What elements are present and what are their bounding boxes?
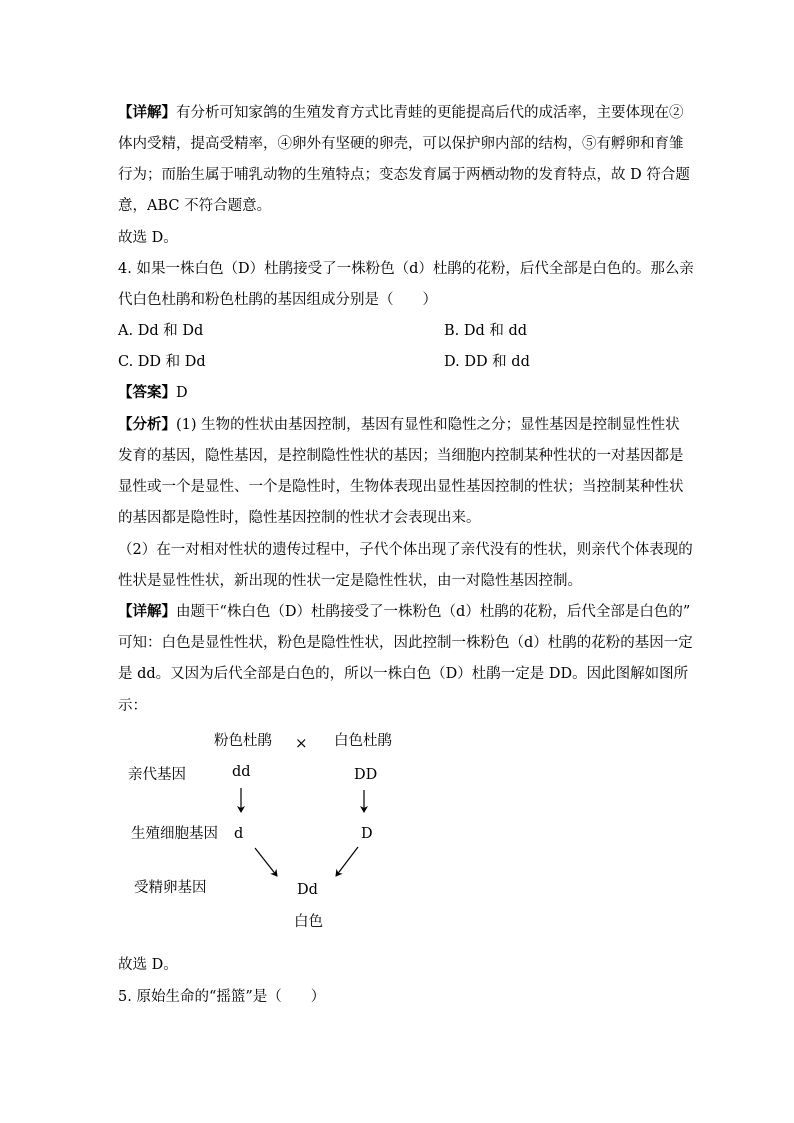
- analysis-line-5: （2）在一对相对性状的遗传过程中，子代个体出现了亲代没有的性状，则亲代个体表现的: [118, 542, 693, 558]
- detail-tag: 【详解】: [118, 104, 176, 121]
- zygote-genotype: Dd: [297, 882, 318, 898]
- question-5-stem: 5. 原始生命的“摇篮”是（ ）: [118, 989, 326, 1005]
- detail-2-line-3: 是 dd。又因为后代全部是白色的，所以一株白色（D）杜鹃一定是 DD。因此图解如图所: [118, 666, 689, 682]
- detail-tag-2: 【详解】: [118, 603, 176, 620]
- answer-value: D: [176, 385, 188, 401]
- option-d: D. DD 和 dd: [444, 354, 530, 370]
- detail-2-line-4: 示：: [118, 698, 147, 714]
- analysis-tag: 【分析】: [118, 416, 176, 433]
- option-b: B. Dd 和 dd: [444, 323, 528, 339]
- offspring-phenotype: 白色: [294, 914, 323, 930]
- gamete-white: D: [361, 826, 373, 842]
- parent-genotype-label: 亲代基因: [128, 767, 186, 783]
- analysis-line-2: 发育的基因，隐性基因，是控制隐性性状的基因；当细胞内控制某种性状的一对基因都是: [118, 448, 684, 464]
- detail-2-text: 由题干“株白色（D）杜鹃接受了一株粉色（d）杜鹃的花粉，后代全部是白色的”: [176, 604, 691, 620]
- option-c: C. DD 和 Dd: [118, 354, 206, 370]
- detail-text: 有分析可知家鸽的生殖发育方式比青蛙的更能提高后代的成活率，主要体现在②: [176, 105, 684, 121]
- cross-symbol: ×: [295, 734, 308, 752]
- parent-pink-genotype: dd: [232, 764, 251, 780]
- option-a: A. Dd 和 Dd: [118, 323, 204, 339]
- parent-pink-label: 粉色杜鹃: [214, 733, 272, 749]
- analysis-line-6: 性状是显性性状，新出现的性状一定是隐性性状，由一对隐性基因控制。: [118, 573, 582, 589]
- question-4-stem-line-2: 代白色杜鹃和粉色杜鹃的基因组成分别是（ ）: [118, 292, 437, 308]
- detail-paragraph-1-line-2: 体内受精，提高受精率，④卵外有坚硬的卵壳，可以保护卵内部的结构，⑤有孵卵和育雏: [118, 136, 684, 152]
- gamete-pink: d: [234, 826, 244, 842]
- detail-paragraph-1-line-3: 行为；而胎生属于哺乳动物的生殖特点；变态发育属于两栖动物的发育特点，故 D 符合题: [118, 167, 690, 183]
- question-4-stem-line-1: 4. 如果一株白色（D）杜鹃接受了一株粉色（d）杜鹃的花粉，后代全部是白色的。那么亲: [118, 261, 694, 277]
- detail-2-line-2: 可知：白色是显性性状，粉色是隐性性状，因此控制一株粉色（d）杜鹃的花粉的基因一定: [118, 635, 693, 651]
- arrow-pink-to-zygote: [255, 848, 277, 876]
- analysis-line-4: 的基因都是隐性时，隐性基因控制的性状才会表现出来。: [118, 510, 481, 526]
- gamete-genotype-label: 生殖细胞基因: [131, 826, 218, 842]
- analysis-text: (1) 生物的性状由基因控制，基因有显性和隐性之分；显性基因是控制显性性状: [176, 417, 680, 433]
- parent-white-label: 白色杜鹃: [334, 733, 392, 749]
- parent-white-genotype: DD: [354, 767, 378, 783]
- detail-paragraph-1-line-4: 意，ABC 不符合题意。: [118, 198, 272, 214]
- arrow-white-to-zygote: [336, 847, 358, 876]
- zygote-genotype-label: 受精卵基因: [134, 880, 207, 896]
- analysis-line-3: 显性或一个是显性、一个是隐性时，生物体表现出显性基因控制的性状；当控制某种性状: [118, 479, 684, 495]
- choice-line-1: 故选 D。: [118, 230, 178, 246]
- answer-tag: 【答案】: [118, 384, 176, 401]
- choice-line-2: 故选 D。: [118, 957, 178, 973]
